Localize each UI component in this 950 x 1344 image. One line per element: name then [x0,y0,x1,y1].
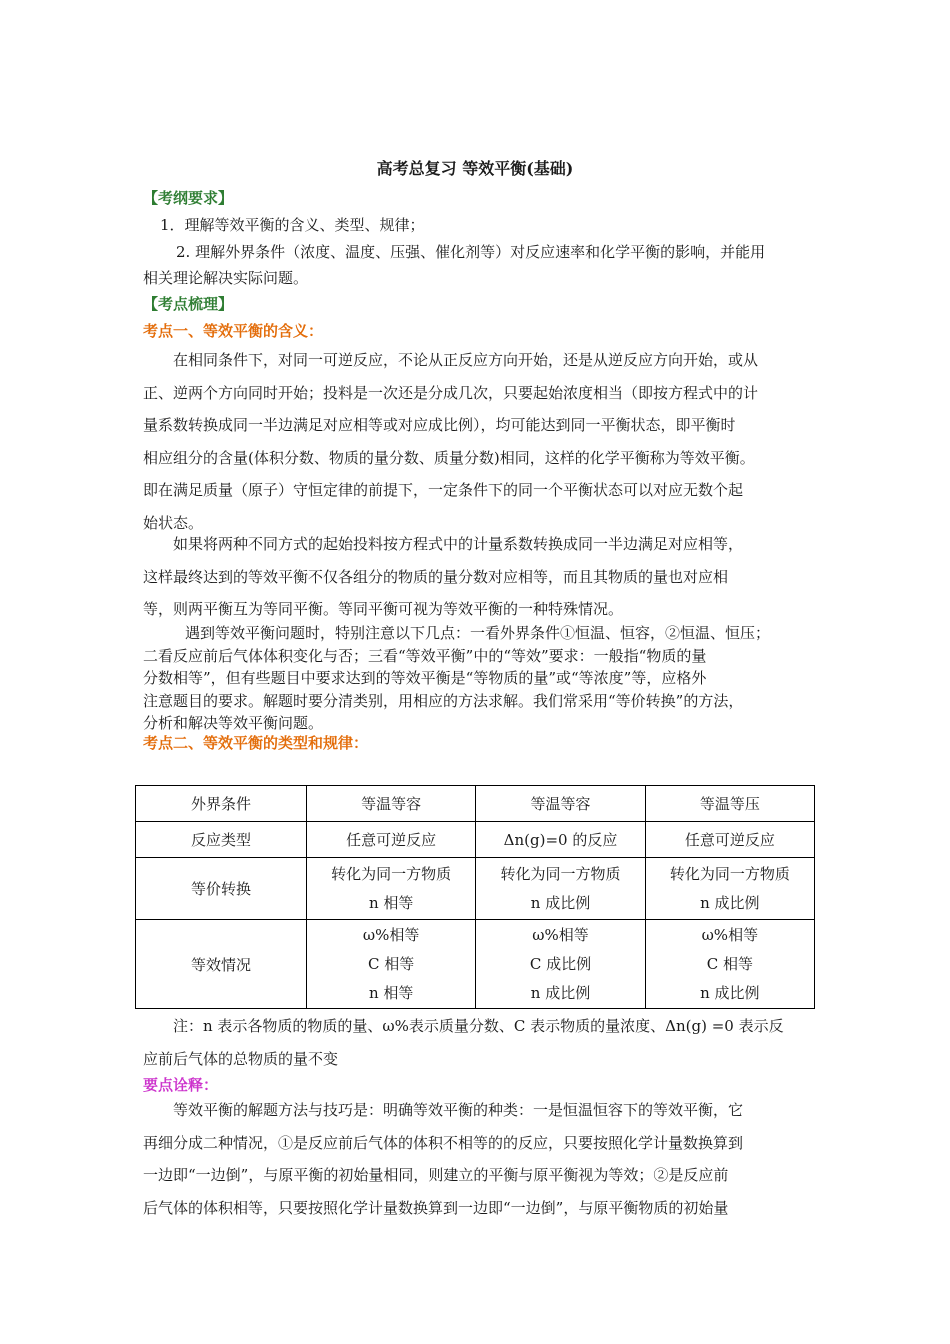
cell-line: n 成比例 [700,983,760,1002]
text-line: 量系数转换成同一半边满足对应相等或对应成比例），均可能达到同一平衡状态，即平衡时 [143,416,736,434]
keypoints-paragraph [143,1094,810,1224]
text-line: 再细分成二种情况，①是反应前后气体的体积不相等的的反应，只要按照化学计量数换算到 [143,1133,744,1152]
section-heading-syllabus: 【考纲要求】 [143,189,234,207]
cell-line: C 相等 [368,954,415,973]
point1-paragraph-3 [143,622,810,735]
text-line: 分析和解决等效平衡问题。 [143,714,324,732]
text-line: 遇到等效平衡问题时，特别注意以下几点：一看外界条件①恒温、恒容，②恒温、恒压； [185,624,771,642]
table-cell: Δn(g)=0 的反应 [476,822,645,858]
cell-line: n 相等 [368,983,414,1002]
syllabus-item-2-cont: 相关理论解决实际问题。 [143,269,309,287]
cell-line: n 成比例 [530,893,591,912]
table-note [143,1010,810,1075]
text-line: 注：n 表示各物质的物质的量、ω%表示质量分数、C 表示物质的量浓度、Δn(g) =0 表示反 [173,1017,784,1035]
table-row-label: 等价转换 [136,858,307,920]
text-line: 二看反应前后气体体积变化与否；三看“等效平衡”中的“等效”要求：一般指“物质的量 [143,646,707,665]
text-line: 在相同条件下，对同一可逆反应，不论从正反应方向开始，还是从逆反应方向开始，或从 [173,351,759,369]
text-line: 应前后气体的总物质的量不变 [143,1049,339,1068]
text-line: 后气体的体积相等，只要按照化学计量数换算到一边即“一边倒”，与原平衡物质的初始量 [143,1198,729,1217]
text-line: 如果将两种不同方式的起始投料按方程式中的计量系数转换成同一半边满足对应相等， [173,535,744,553]
syllabus-item-1: 1．理解等效平衡的含义、类型、规律； [160,216,425,234]
text-line: 正、逆两个方向同时开始；投料是一次还是分成几次，只要起始浓度相当（即按方程式中的计 [143,383,759,402]
table-row [136,858,815,920]
table-cell [645,858,814,920]
table-cell [307,858,476,920]
cell-line: ω%相等 [701,925,759,944]
table-row-label: 反应类型 [136,822,307,858]
text-line: 即在满足质量（原子）守恒定律的前提下，一定条件下的同一个平衡状态可以对应无数个起 [143,481,744,499]
cell-line: 转化为同一方物质 [669,864,790,883]
text-line: 等效平衡的解题方法与技巧是：明确等效平衡的种类：一是恒温恒容下的等效平衡，它 [173,1101,744,1119]
text-line: 等，则两平衡互为等同平衡。等同平衡可视为等效平衡的一种特殊情况。 [143,600,624,618]
text-line: 这样最终达到的等效平衡不仅各组分的物质的量分数对应相等，而且其物质的量也对应相 [143,567,729,586]
cell-line: 转化为同一方物质 [331,864,452,883]
point1-paragraph-1 [143,344,810,539]
table-row [136,920,815,1009]
table-header-row [136,786,815,822]
point1-heading: 考点一、等效平衡的含义： [143,322,324,340]
cell-line: 转化为同一方物质 [500,864,621,883]
cell-line: n 相等 [368,893,414,912]
page-title: 高考总复习 等效平衡(基础) [376,159,574,178]
cell-line: ω%相等 [532,925,589,944]
text-line: 相应组分的含量(体积分数、物质的量分数、质量分数)相同，这样的化学平衡称为等效平衡。 [143,448,755,467]
table-cell [307,920,476,1009]
point1-paragraph-2 [143,528,810,626]
text-line: 注意题目的要求。解题时要分清类别，用相应的方法求解。我们常采用“等价转换”的方法， [143,691,744,710]
table-cell [645,920,814,1009]
table-row [136,822,815,858]
cell-line: n 成比例 [530,983,591,1002]
cell-line: C 相等 [706,954,753,973]
point2-heading: 考点二、等效平衡的类型和规律： [143,734,369,752]
table-header-cell: 等温等容 [307,786,476,822]
table-row-label: 等效情况 [136,920,307,1009]
keypoints-heading: 要点诠释： [143,1076,219,1094]
table-header-cell: 外界条件 [136,786,307,822]
table-header-cell: 等温等容 [476,786,645,822]
table-cell [476,858,645,920]
section-heading-review: 【考点梳理】 [143,295,234,313]
cell-line: ω%相等 [362,925,420,944]
text-line: 始状态。 [143,513,204,532]
text-line: 一边即“一边倒”，与原平衡的初始量相同，则建立的平衡与原平衡视为等效；②是反应前 [143,1166,729,1184]
table-cell: 任意可逆反应 [645,822,814,858]
table-cell [476,920,645,1009]
table-cell: 任意可逆反应 [307,822,476,858]
cell-line: n 成比例 [700,893,760,912]
cell-line: C 成比例 [529,954,592,973]
text-line: 分数相等”，但有些题目中要求达到的等效平衡是“等物质的量”或“等浓度”等，应格外 [143,669,707,687]
syllabus-item-2: 2. 理解外界条件（浓度、温度、压强、催化剂等）对反应速率和化学平衡的影响，并能用 [176,243,766,261]
equivalence-table [135,785,815,1009]
table-header-cell: 等温等压 [645,786,814,822]
